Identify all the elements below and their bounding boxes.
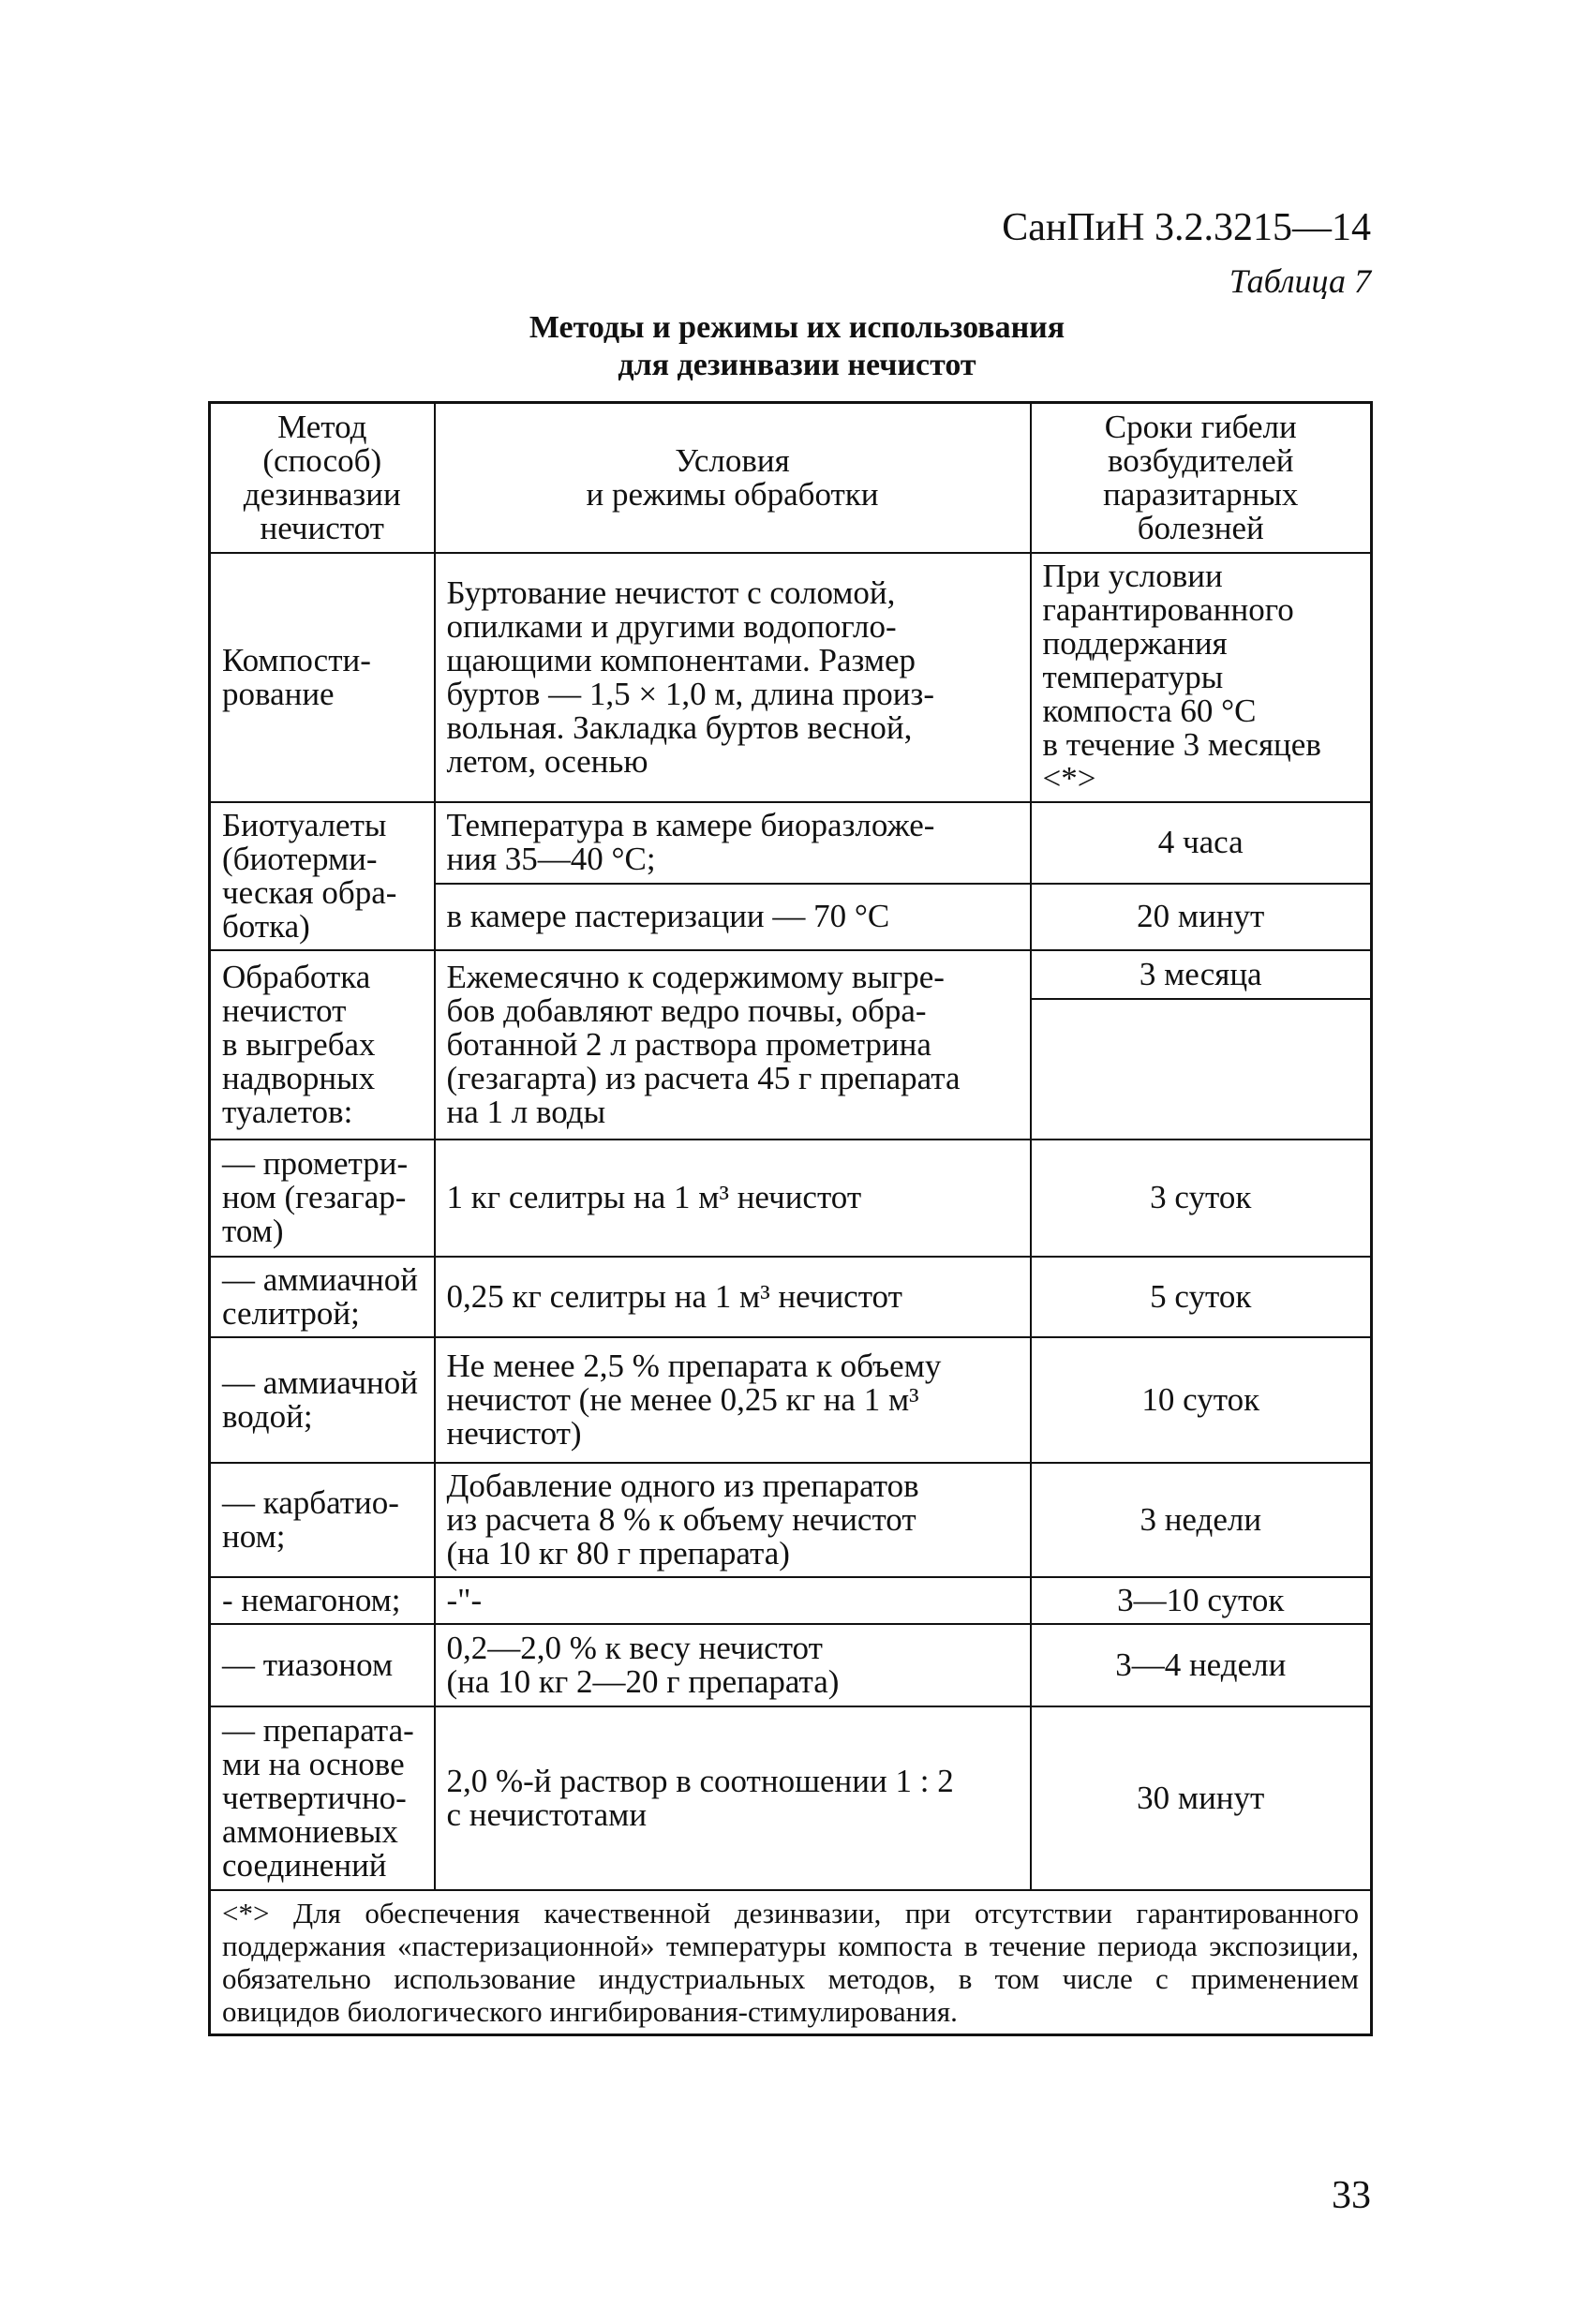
row-terms: 5 суток — [1031, 1257, 1372, 1337]
outdoor-terms: 3 месяца — [1031, 950, 1372, 999]
table-footnote: <*> Для обеспечения качественной дезинвазии, при отсутствии гарантированного поддержания «пастеризационной» температуры компоста в течение периода экспозиции, обязательно использование индустриальных методов, в том числе с применением овицидов биологического ингибирования-стимулирования. — [210, 1890, 1372, 2035]
table-title — [0, 309, 1594, 384]
compost-method: Компости- рование — [210, 553, 435, 802]
row-terms: 3—4 недели — [1031, 1624, 1372, 1706]
table-header-row — [210, 403, 1372, 553]
table-title-line-1: Методы и режимы их использования — [529, 310, 1065, 345]
outdoor-conditions: Ежемесячно к содержимому выгре- бов добавляют ведро почвы, обра- ботанной 2 л раствора прометрина (гезагарта) из расчета 45 г препарата на 1 л воды — [435, 950, 1031, 1140]
row-method: - немагоном; — [210, 1577, 435, 1624]
row-terms: 30 минут — [1031, 1706, 1372, 1890]
table-row — [210, 1257, 1372, 1337]
row-conditions: 0,2—2,0 % к весу нечистот (на 10 кг 2—20 г препарата) — [435, 1624, 1031, 1706]
row-conditions: 2,0 %-й раствор в соотношении 1 : 2 с нечистотами — [435, 1706, 1031, 1890]
table-row — [210, 1140, 1372, 1257]
row-conditions: Добавление одного из препаратов из расчета 8 % к объему нечистот (на 10 кг 80 г препарата) — [435, 1463, 1031, 1577]
table-row-outdoor-1 — [210, 950, 1372, 999]
table-row — [210, 1337, 1372, 1463]
row-terms: 3 суток — [1031, 1140, 1372, 1257]
page-number: 33 — [1332, 2174, 1371, 2217]
table-row — [210, 1463, 1372, 1577]
biotoilets-terms-1: 4 часа — [1031, 802, 1372, 884]
biotoilets-terms-2: 20 минут — [1031, 884, 1372, 950]
table-title-line-2: для дезинвазии нечистот — [618, 348, 976, 382]
row-method: — препарата- ми на основе четвертично- аммониевых соединений — [210, 1706, 435, 1890]
row-conditions: 1 кг селитры на 1 м³ нечистот — [435, 1140, 1031, 1257]
row-conditions: 0,25 кг селитры на 1 м³ нечистот — [435, 1257, 1031, 1337]
header-conditions: Условия и режимы обработки — [435, 403, 1031, 553]
table-label: Таблица 7 — [1229, 262, 1371, 300]
header-method: Метод (способ) дезинвазии нечистот — [210, 403, 435, 553]
biotoilets-conditions-2: в камере пастеризации — 70 °С — [435, 884, 1031, 950]
row-conditions: -"- — [435, 1577, 1031, 1624]
row-method: — тиазоном — [210, 1624, 435, 1706]
table-footnote-row — [210, 1890, 1372, 2035]
row-method: — прометри- ном (гезагар- том) — [210, 1140, 435, 1257]
biotoilets-conditions-1: Температура в камере биоразложе- ния 35—40 °С; — [435, 802, 1031, 884]
table-row — [210, 1624, 1372, 1706]
outdoor-terms-blank — [1031, 999, 1372, 1140]
table-row — [210, 1577, 1372, 1624]
row-method: — аммиачной селитрой; — [210, 1257, 435, 1337]
table-row — [210, 1706, 1372, 1890]
table-row-biotoilets-1 — [210, 802, 1372, 884]
row-conditions: Не менее 2,5 % препарата к объему нечистот (не менее 0,25 кг на 1 м³ нечистот) — [435, 1337, 1031, 1463]
table-row-compost — [210, 553, 1372, 802]
header-terms: Сроки гибели возбудителей паразитарных болезней — [1031, 403, 1372, 553]
biotoilets-method: Биотуалеты (биотерми- ческая обра- ботка) — [210, 802, 435, 950]
compost-conditions: Буртование нечистот с соломой, опилками и другими водопогло- щающими компонентами. Размер буртов — 1,5 × 1,0 м, длина произ- вольная. Закладка буртов весной, летом, осенью — [435, 553, 1031, 802]
document-code: СанПиН 3.2.3215—14 — [1002, 206, 1371, 249]
outdoor-method: Обработка нечистот в выгребах надворных туалетов: — [210, 950, 435, 1140]
compost-terms: При условии гарантированного поддержания температуры компоста 60 °С в течение 3 месяцев <*> — [1031, 553, 1372, 802]
row-terms: 3—10 суток — [1031, 1577, 1372, 1624]
row-terms: 10 суток — [1031, 1337, 1372, 1463]
row-terms: 3 недели — [1031, 1463, 1372, 1577]
disinvasion-methods-table — [208, 401, 1373, 2036]
row-method: — аммиачной водой; — [210, 1337, 435, 1463]
row-method: — карбатио- ном; — [210, 1463, 435, 1577]
